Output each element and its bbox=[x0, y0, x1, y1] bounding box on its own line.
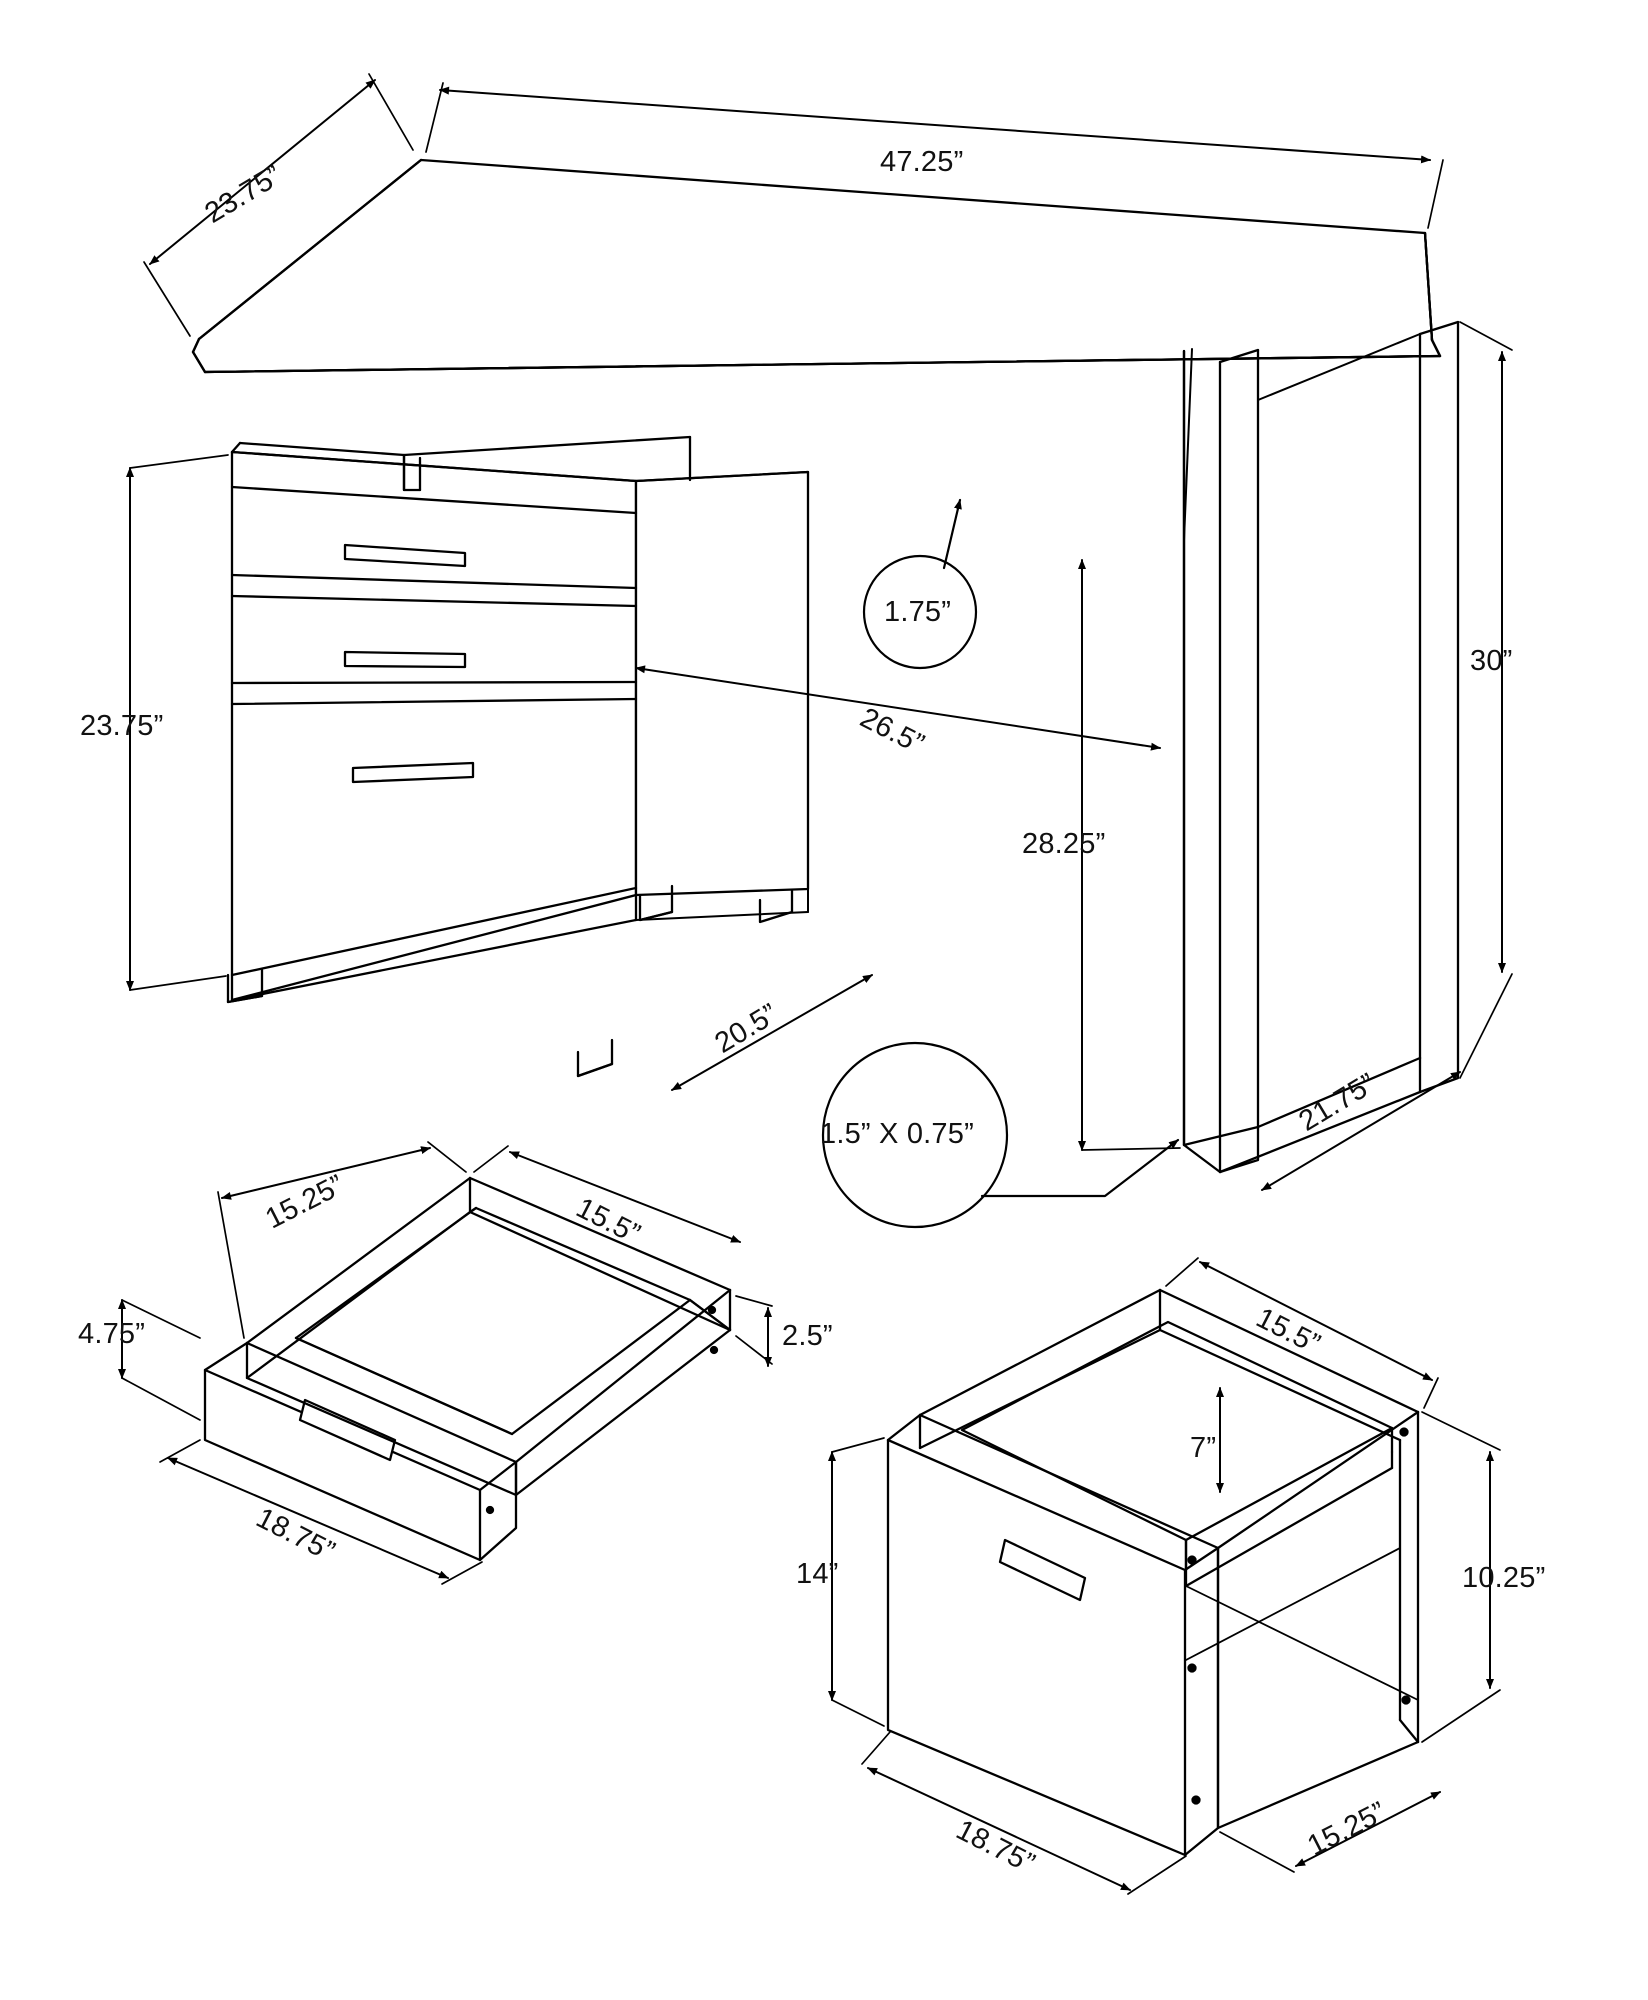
dim-leg-inner-height: 28.25” bbox=[1022, 828, 1106, 860]
dim-small-drawer-front-width: 18.75” bbox=[250, 1501, 340, 1569]
dim-file-drawer-box-depth: 15.25” bbox=[1302, 1795, 1392, 1863]
dim-small-drawer-front-height: 4.75” bbox=[78, 1318, 146, 1350]
callout-top-thickness: 1.75” bbox=[884, 596, 952, 628]
small-drawer-assembly bbox=[205, 1178, 730, 1560]
dim-top-depth: 23.75” bbox=[199, 159, 288, 230]
dim-small-drawer-box-width: 15.5” bbox=[570, 1191, 646, 1251]
dim-cabinet-width: 26.5” bbox=[854, 701, 930, 761]
dim-small-drawer-side-height: 2.5” bbox=[782, 1320, 833, 1352]
desk-right-leg bbox=[1184, 322, 1458, 1172]
callout-leg-profile: 1.5” X 0.75” bbox=[820, 1118, 974, 1150]
dim-file-drawer-front-height: 14” bbox=[796, 1558, 839, 1590]
dim-file-drawer-side-height: 10.25” bbox=[1462, 1562, 1546, 1594]
dim-small-drawer-box-depth: 15.25” bbox=[260, 1168, 350, 1236]
desk-cabinet bbox=[228, 437, 808, 1076]
dim-cabinet-height: 23.75” bbox=[80, 710, 164, 742]
dim-file-drawer-front-width: 18.75” bbox=[950, 1813, 1040, 1881]
dim-file-drawer-box-width: 15.5” bbox=[1250, 1301, 1326, 1361]
dim-leg-depth: 21.75” bbox=[1293, 1067, 1382, 1138]
dim-overall-height: 30” bbox=[1470, 645, 1513, 677]
file-drawer-assembly bbox=[888, 1290, 1418, 1855]
dim-file-drawer-inner-height: 7” bbox=[1190, 1432, 1217, 1464]
dim-top-width: 47.25” bbox=[880, 146, 964, 178]
dim-cabinet-depth: 20.5” bbox=[709, 997, 784, 1060]
